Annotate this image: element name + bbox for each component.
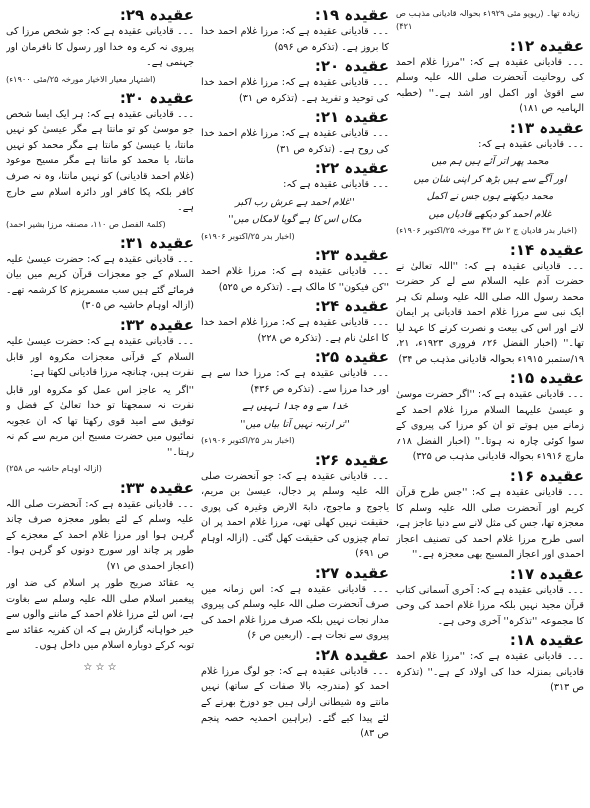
- article-heading: عقیدہ ۲۴:: [314, 297, 389, 316]
- article-heading: عقیدہ ۱۴:: [509, 240, 584, 259]
- paragraph: ۔۔۔ قادیانی عقیدہ ہے کہ: ''مرزا غلام احمد قادیانی بمنزلہ خدا کی اولاد کے ہے۔'' (تذکرہ ص ۳۱۳): [396, 651, 584, 694]
- verse-line: ''تر ارتبہ نہیں آتا بیاں میں'': [240, 418, 350, 430]
- article-heading: عقیدہ ۱۶:: [509, 467, 584, 485]
- article-heading: عقیدہ ۲۸:: [314, 645, 389, 664]
- paragraph: ۔۔۔ قادیانی عقیدہ ہے کہ: جو آنحضرت صلی اللہ علیہ وسلم پر دجال، عیسیٰ بن مریم، یاجوج و ماجوج، دابۃ الارض وغیرہ کی پوری حقیقت نہیں کھلی تھی، مرزا غلام احمد پر ان تمام چیزوں کی حقیقت کھل گئی۔ (ازالہ اوہام ص ۶۹۱): [201, 470, 389, 560]
- citation: (کلمۃ الفصل ص ۱۱۰، مصنفہ مرزا بشیر احمد): [6, 218, 166, 229]
- citation: (اخبار بدر قادیان ج ۲ ش ۴۳ مورخہ ۲۵/اکتوبر ۱۹۰۶ء): [396, 225, 578, 236]
- paragraph: ۔۔۔ قادیانی عقیدہ ہے کہ: آنحضرت صلی اللہ علیہ وسلم کے لئے بطور معجزہ صرف چاند گرہن ہوا اور مرزا غلام احمد کے معجزے کے طور پر چاند اور سورج دونوں کو گرہن ہوا۔ (اعجاز احمدی ص ۷۱): [6, 498, 194, 572]
- citation: زیادہ تھا۔ (ریویو مئی ۱۹۲۹ء بحوالہ قادیانی مذہب ص ۴۲۱): [396, 8, 580, 32]
- paragraph: یہ عقائد صریح طور پر اسلام کی ضد اور پیغمبر اسلام صلی اللہ علیہ وسلم سے بغاوت ہے، اس لئے مرزا غلام احمد کے ماننے والوں سے خیر خواہانہ گزارش ہے کہ ان کفریہ عقائد سے توبہ کرکے دوبارہ اسلام میں داخل ہوں۔: [6, 578, 194, 652]
- paragraph: ۔۔۔ قادیانی عقیدہ ہے کہ: ''اگر حضرت موسیٰ و عیسیٰ علیہما السلام مرزا غلام احمد کے زمانے میں ہوتے تو ان کو مرزا کی پیروی کے سوا کوئی چارہ نہ ہوتا۔'' (اخبار الفضل ۱۸؍ مارچ ۱۹۱۶ء بحوالہ قادیانی مذہب ص ۳۲۵): [396, 389, 584, 463]
- citation: (اخبار بدر ۲۵/اکتوبر ۱۹۰۶ء): [201, 435, 295, 446]
- article-heading: عقیدہ ۳۲:: [119, 316, 194, 334]
- paragraph: ''اگر یہ عاجز اس عمل کو مکروہ اور قابل نفرت نہ سمجھتا تو خدا تعالیٰ کے فضل و توفیق سے امید قوی رکھتا تھا کہ ان عجوبہ نمائیوں میں حضرت مسیح ابن مریم سے کم نہ رہتا۔'': [6, 384, 194, 458]
- paragraph: ۔۔۔ قادیانی عقیدہ ہے کہ: مرزا غلام احمد خدا کا اعلیٰ نام ہے۔ (تذکرہ ص ۲۲۸): [201, 317, 389, 344]
- article-heading: عقیدہ ۱۷:: [509, 564, 584, 583]
- article-heading: عقیدہ ۲۶:: [314, 450, 389, 469]
- paragraph: ۔۔۔ قادیانی عقیدہ ہے کہ: حضرت عیسیٰ علیہ السلام کے قرآنی معجزات مکروہ اور قابل نفرت ہیں، چنانچہ مرزا قادیانی لکھتا ہے:: [6, 336, 194, 379]
- citation: (اشتہار معیار الاخیار مورخہ ۲۵/مئی ۱۹۰۰ء): [6, 73, 156, 84]
- paragraph: ۔۔۔ قادیانی عقیدہ ہے کہ: ''مرزا غلام احمد کی روحانیت آنحضرت صلی اللہ علیہ وسلم سے اقویٰ اور اکمل اور اشد ہے۔'' (خطبہ الہامیہ ص ۱۸۱): [396, 56, 584, 115]
- column-middle: [201, 6, 389, 804]
- article-heading: عقیدہ ۱۸:: [509, 631, 584, 650]
- verse-line: اور آگے سے ہیں بڑھ کر اپنی شان میں: [413, 173, 567, 185]
- paragraph: ۔۔۔ قادیانی عقیدہ ہے کہ:: [478, 138, 584, 150]
- paragraph: ۔۔۔ قادیانی عقیدہ ہے کہ: مرزا غلام احمد ''کن فیکون'' کا مالک ہے۔ (تذکرہ ص ۵۲۵): [201, 266, 389, 293]
- paragraph: ۔۔۔ قادیانی عقیدہ ہے کہ: آخری آسمانی کتاب قرآن مجید نہیں بلکہ مرزا غلام احمد کی وحی کا مجموعہ ''تذکرہ'' آخری وحی ہے۔: [396, 584, 584, 627]
- verse-line: محمد پھر اتر آئے ہیں ہم میں: [431, 156, 549, 168]
- column-right: [396, 6, 584, 804]
- article-heading: عقیدہ ۲۱:: [314, 108, 389, 127]
- article-heading: عقیدہ ۱۵:: [509, 369, 584, 388]
- article-heading: عقیدہ ۲۹:: [119, 6, 194, 24]
- article-heading: عقیدہ ۲۲:: [314, 159, 389, 178]
- verse-line: غلام احمد کو دیکھے قادیاں میں: [428, 208, 552, 220]
- paragraph: ۔۔۔ قادیانی عقیدہ ہے کہ: مرزا غلام احمد خدا کا بروز ہے۔ (تذکرہ ص ۵۹۶): [201, 26, 389, 53]
- article-heading: عقیدہ ۳۰:: [119, 88, 194, 107]
- paragraph: ۔۔۔ قادیانی عقیدہ ہے کہ: مرزا خدا سے ہے اور خدا مرزا سے۔ (تذکرہ ص ۴۳۶): [201, 368, 389, 395]
- article-heading: عقیدہ ۳۳:: [119, 478, 194, 497]
- article-heading: عقیدہ ۱۹:: [314, 6, 389, 24]
- article-heading: عقیدہ ۲۳:: [314, 246, 389, 265]
- article-heading: عقیدہ ۲۵:: [314, 348, 389, 367]
- end-ornament: ☆ ☆ ☆: [83, 661, 117, 673]
- paragraph: ۔۔۔ قادیانی عقیدہ ہے کہ: مرزا غلام احمد خدا کی توحید و تفرید ہے۔ (تذکرہ ص ۳۱): [201, 77, 389, 104]
- article-heading: عقیدہ ۲۷:: [314, 563, 389, 582]
- verse-line: مکاں اس کا ہے گویا لامکاں میں'': [228, 214, 362, 226]
- verse-line: خدا سے وہ جدا نہیں ہے: [242, 401, 348, 413]
- citation: (اخبار بدر ۲۵/اکتوبر ۱۹۰۶ء): [201, 230, 295, 241]
- paragraph: ۔۔۔ قادیانی عقیدہ ہے کہ: حضرت عیسیٰ علیہ السلام کے جو معجزات قرآن کریم میں بیان فرمائے گئے ہیں سب مسمریزم کا کرشمہ تھے۔ (ازالہ اوہام حاشیہ ص ۳۰۵): [6, 253, 194, 312]
- article-heading: عقیدہ ۱۲:: [509, 36, 584, 55]
- paragraph: ۔۔۔ قادیانی عقیدہ ہے کہ:: [283, 179, 389, 191]
- article-heading: عقیدہ ۲۰:: [314, 57, 389, 76]
- paragraph: ۔۔۔ قادیانی عقیدہ ہے کہ: مرزا غلام احمد خدا کی روح ہے۔ (تذکرہ ص ۳۱): [201, 128, 389, 155]
- paragraph: ۔۔۔ قادیانی عقیدہ ہے کہ: ''اللہ تعالیٰ نے حضرت آدم علیہ السلام سے لے کر حضرت محمد رسول اللہ صلی اللہ علیہ وسلم تک ہر ایک نبی سے مرزا غلام احمد قادیانی پر ایمان لانے اور اس کی بیعت و نصرت کرنے کا عہد لیا تھا۔'' (اخبار الفضل ۲۶؍ فروری ۱۹۲۳ء، ۲۱، ۱۹/ستمبر ۱۹۱۵ء بحوالہ قادیانی مذہب ص ۳۴): [396, 260, 584, 365]
- citation: (ازالہ اوہام حاشیہ ص ۲۵۸): [6, 463, 102, 474]
- paragraph: ۔۔۔ قادیانی عقیدہ ہے کہ: ''جس طرح قرآن کریم اور آنحضرت صلی اللہ علیہ وسلم کا معجزہ تھا، جس کی مثل لانے سے دنیا عاجز ہے، اسی طرح مرزا غلام احمد کی تصنیف اعجاز احمدی اور اعجاز المسیح بھی معجزہ ہے۔'': [396, 487, 584, 561]
- verse-line: محمد دیکھنے ہوں جس نے اکمل: [426, 191, 554, 203]
- column-left: [6, 6, 194, 804]
- paragraph: ۔۔۔ قادیانی عقیدہ ہے کہ: جو لوگ مرزا غلام احمد کو (مندرجہ بالا صفات کے ساتھ) نہیں مانتے وہ شیطانی ازلی ہیں جو دوزخ بھرنے کے لئے پیدا کیے گئے۔ (براہین احمدیہ حصہ پنجم ص ۸۳): [201, 665, 389, 740]
- paragraph: ۔۔۔ قادیانی عقیدہ ہے کہ: ہر ایک ایسا شخص جو موسیٰ کو تو مانتا ہے مگر عیسیٰ کو نہیں مانتا، یا عیسیٰ کو مانتا ہے مگر محمد کو نہیں مانتا، یا محمد کو مانتا ہے مگر مسیح موعود (غلام احمد قادیانی) کو نہیں مانتا، وہ نہ صرف کافر بلکہ پکا کافر اور دائرہ اسلام سے خارج ہے۔: [6, 108, 194, 214]
- paragraph: ۔۔۔ قادیانی عقیدہ ہے کہ: اس زمانہ میں صرف آنحضرت صلی اللہ علیہ وسلم کی پیروی مدار نجات نہیں بلکہ صرف مرزا غلام احمد کی پیروی سے نجات ہے۔ (اربعین ص ۶): [201, 583, 389, 642]
- verse-line: ''غلام احمد ہے عرش رب اکبر: [235, 196, 355, 208]
- article-heading: عقیدہ ۳۱:: [119, 233, 194, 252]
- article-heading: عقیدہ ۱۳:: [509, 118, 584, 137]
- paragraph: ۔۔۔ قادیانی عقیدہ ہے کہ: جو شخص مرزا کی پیروی نہ کرے وہ خدا اور رسول کا نافرمان اور جہنمی ہے۔: [6, 26, 194, 69]
